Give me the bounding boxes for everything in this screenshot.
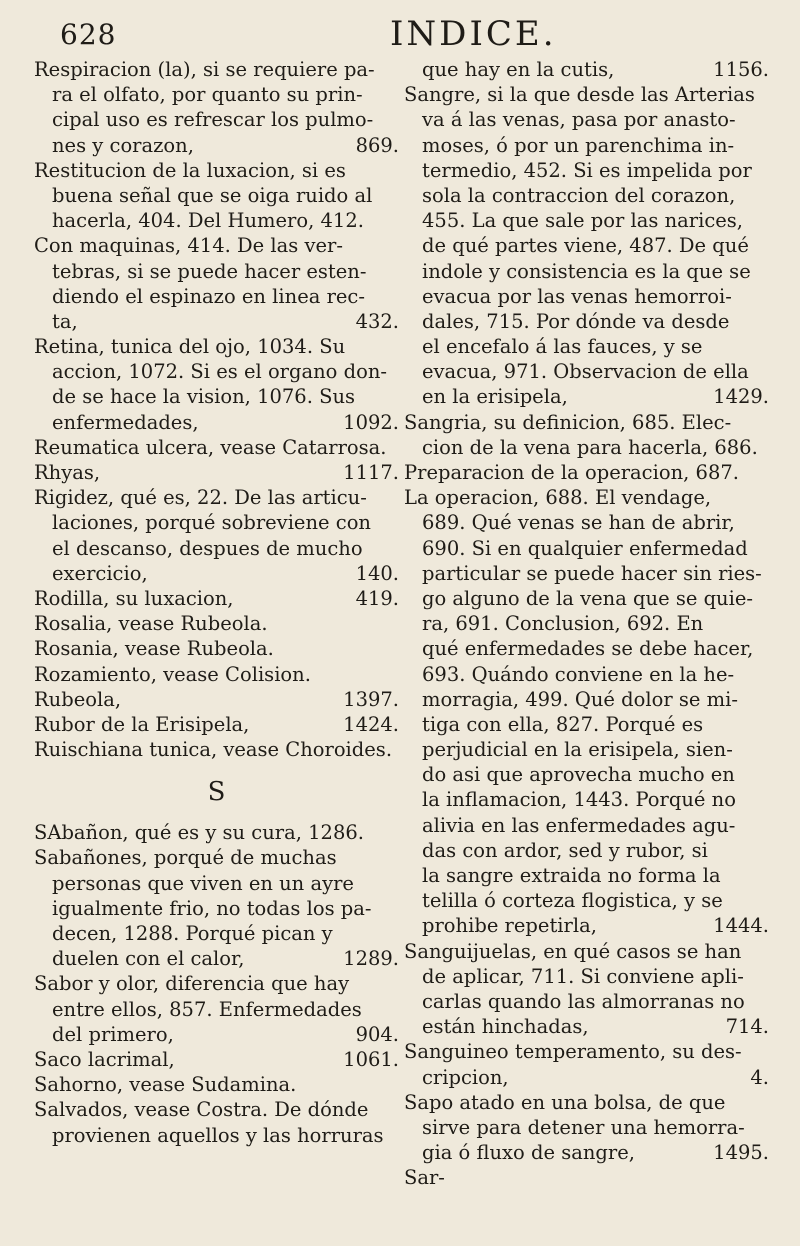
index-line	[34, 586, 399, 611]
index-line-text: de se hace la vision, 1076. Sus	[52, 385, 356, 409]
index-line	[404, 233, 769, 258]
index-line	[34, 871, 399, 896]
index-line-text: Sanguijuelas, en qué casos se han	[404, 939, 742, 963]
index-line	[404, 1065, 769, 1090]
page-reference: 140.	[355, 561, 399, 585]
index-line-text: perjudicial en la erisipela, sien-	[422, 738, 733, 762]
index-line-text: do asi que aprovecha mucho en	[422, 763, 735, 787]
index-line-text: en la erisipela,	[422, 385, 568, 409]
page-reference: 4.	[750, 1065, 769, 1089]
index-line	[34, 133, 399, 158]
index-line-text: Rosania, vease Rubeola.	[34, 637, 274, 661]
index-line	[404, 838, 769, 863]
index-line	[34, 611, 399, 636]
index-line	[404, 611, 769, 636]
index-line	[404, 536, 769, 561]
index-line	[404, 813, 769, 838]
index-line	[404, 1090, 769, 1115]
index-line-text: duelen con el calor,	[52, 947, 245, 971]
index-line	[404, 133, 769, 158]
index-line	[404, 1014, 769, 1039]
index-line	[404, 82, 769, 107]
index-line-text: ra el olfato, por quanto su prin-	[52, 83, 363, 107]
index-line	[404, 334, 769, 359]
page-reference: 1061.	[343, 1047, 399, 1071]
index-line	[34, 921, 399, 946]
index-line-text: Rhyas,	[34, 461, 101, 484]
index-line-text: buena señal que se oiga ruido al	[52, 183, 373, 207]
index-line-text: termedio, 452. Si es impelida por	[422, 158, 752, 182]
index-line-text: Rigidez, qué es, 22. De las articu-	[34, 486, 367, 510]
index-line-text: alivia en las enfermedades agu-	[422, 813, 736, 837]
index-line-text: carlas quando las almorranas no	[422, 989, 745, 1013]
index-line	[404, 939, 769, 964]
index-line-text: accion, 1072. Si es el organo don-	[52, 360, 387, 384]
index-line	[34, 712, 399, 737]
index-line	[404, 410, 769, 435]
index-line	[404, 662, 769, 687]
page-reference: 419.	[355, 586, 399, 610]
index-line-text: SAbañon, qué es y su cura, 1286.	[34, 821, 364, 845]
index-line-text: que hay en la cutis,	[422, 58, 615, 81]
index-line-text: la sangre extraida no forma la	[422, 864, 721, 887]
index-line	[34, 435, 399, 460]
index-line-text: Sangria, su definicion, 685. Elec-	[404, 410, 732, 434]
index-line-text: Restitucion de la luxacion, si es	[34, 158, 346, 182]
index-line-text: provienen aquellos y las horruras	[52, 1123, 384, 1147]
index-line	[404, 485, 769, 510]
index-line-text: de qué partes viene, 487. De qué	[422, 234, 749, 258]
index-line	[404, 636, 769, 661]
index-line	[404, 435, 769, 460]
index-line-text: Sabor y olor, diferencia que hay	[34, 972, 350, 996]
index-line-text: 690. Si en qualquier enfermedad	[422, 536, 748, 560]
index-line	[404, 712, 769, 737]
right-column	[404, 57, 769, 1190]
running-title: INDICE.	[390, 14, 557, 54]
page-reference: 1397.	[343, 687, 399, 711]
left-entries	[34, 57, 399, 762]
page-reference: 432.	[355, 309, 399, 333]
page-number: 628	[60, 18, 117, 51]
index-line	[404, 787, 769, 812]
index-line-text: cion de la vena para hacerla, 686.	[422, 435, 758, 459]
index-line-text: sirve para detener una hemorra-	[422, 1115, 745, 1139]
page-reference: 904.	[355, 1022, 399, 1046]
index-line-text: el encefalo á las fauces, y se	[422, 335, 703, 359]
index-line-text: cipal uso es refrescar los pulmo-	[52, 108, 374, 132]
index-line	[34, 208, 399, 233]
index-line-text: dales, 715. Por dónde va desde	[422, 309, 730, 333]
index-line	[404, 913, 769, 938]
index-line	[34, 1047, 399, 1072]
index-line	[34, 997, 399, 1022]
index-line	[404, 259, 769, 284]
page-header	[60, 14, 760, 54]
page-reference: 1444.	[713, 914, 769, 938]
index-line	[404, 460, 769, 485]
index-line	[404, 1115, 769, 1140]
index-line-text: decen, 1288. Porqué pican y	[52, 922, 333, 945]
index-line	[404, 57, 769, 82]
index-line	[34, 1123, 399, 1148]
index-line-text: va á las venas, pasa por anasto-	[422, 108, 736, 132]
index-line-text: particular se puede hacer sin ries-	[422, 561, 762, 585]
index-line-text: Respiracion (la), si se requiere pa-	[34, 58, 375, 81]
index-line	[34, 737, 399, 762]
index-line-text: telilla ó corteza flogistica, y se	[422, 889, 723, 913]
index-line-text: tebras, si se puede hacer esten-	[52, 259, 367, 283]
index-line	[34, 1072, 399, 1097]
left-column	[34, 57, 399, 1148]
index-line	[404, 561, 769, 586]
index-line	[404, 107, 769, 132]
page-reference: 1429.	[713, 385, 769, 409]
index-line-text: exercicio,	[52, 561, 148, 585]
index-line-text: Ruischiana tunica, vease Choroides.	[34, 738, 393, 762]
index-line-text: del primero,	[52, 1022, 174, 1046]
index-line-text: Rubeola,	[34, 687, 122, 711]
page-reference: 1156.	[713, 58, 769, 81]
index-line-text: Rodilla, su luxacion,	[34, 586, 234, 610]
index-line-text: diendo el espinazo en linea rec-	[52, 284, 365, 308]
index-line-text: Rosalia, vease Rubeola.	[34, 612, 268, 636]
index-line-text: morragia, 499. Qué dolor se mi-	[422, 687, 738, 711]
index-line-text: prohibe repetirla,	[422, 914, 597, 938]
index-line	[34, 334, 399, 359]
index-line	[34, 971, 399, 996]
index-line	[34, 510, 399, 535]
index-line-text: igualmente frio, no todas los pa-	[52, 896, 372, 920]
index-line-text: Con maquinas, 414. De las ver-	[34, 234, 343, 258]
index-line-text: evacua, 971. Observacion de ella	[422, 360, 749, 384]
index-line	[34, 845, 399, 870]
index-line	[34, 284, 399, 309]
index-line-text: cripcion,	[422, 1065, 509, 1089]
index-line	[404, 964, 769, 989]
index-line-text: el descanso, despues de mucho	[52, 536, 363, 560]
index-line	[34, 896, 399, 921]
index-line	[34, 309, 399, 334]
index-line	[34, 359, 399, 384]
index-line-text: personas que viven en un ayre	[52, 871, 354, 895]
index-line	[34, 158, 399, 183]
index-line	[34, 410, 399, 435]
index-line-text: sola la contraccion del corazon,	[422, 183, 736, 207]
index-line-text: de aplicar, 711. Si conviene apli-	[422, 964, 744, 988]
index-line-text: Salvados, vease Costra. De dónde	[34, 1098, 369, 1122]
index-line-text: Preparacion de la operacion, 687.	[404, 461, 739, 484]
index-line-text: Retina, tunica del ojo, 1034. Su	[34, 335, 346, 359]
index-line	[404, 687, 769, 712]
index-line-text: Saco lacrimal,	[34, 1047, 175, 1071]
index-line	[404, 309, 769, 334]
index-line-text: 693. Quándo conviene en la he-	[422, 662, 735, 686]
index-line	[34, 57, 399, 82]
index-line-text: Sangre, si la que desde las Arterias	[404, 83, 755, 107]
index-line	[34, 820, 399, 845]
index-line-text: Rubor de la Erisipela,	[34, 712, 250, 736]
index-line	[404, 510, 769, 535]
index-line-text: enfermedades,	[52, 410, 199, 434]
index-line	[34, 259, 399, 284]
page-reference: 1092.	[343, 410, 399, 434]
left-entries-s	[34, 820, 399, 1147]
index-line	[404, 1140, 769, 1165]
index-line-text: entre ellos, 857. Enfermedades	[52, 997, 362, 1021]
page-reference: 1117.	[343, 461, 399, 484]
index-line-text: Sahorno, vease Sudamina.	[34, 1073, 297, 1097]
index-line-text: están hinchadas,	[422, 1015, 589, 1039]
index-line	[34, 536, 399, 561]
index-line-text: laciones, porqué sobreviene con	[52, 511, 371, 535]
index-line	[404, 183, 769, 208]
index-line	[404, 586, 769, 611]
page-reference: 714.	[725, 1015, 769, 1039]
index-line	[34, 233, 399, 258]
index-line	[404, 1165, 769, 1190]
index-line-text: go alguno de la vena que se quie-	[422, 586, 753, 610]
index-line-text: hacerla, 404. Del Humero, 412.	[52, 209, 364, 233]
index-line	[404, 762, 769, 787]
index-line-text: das con ardor, sed y rubor, si	[422, 838, 708, 862]
index-line-text: ta,	[52, 309, 78, 333]
page-reference: 1289.	[343, 947, 399, 971]
index-line-text: La operacion, 688. El vendage,	[404, 486, 712, 510]
index-line	[34, 183, 399, 208]
index-line	[404, 1039, 769, 1064]
index-line	[34, 485, 399, 510]
index-line-text: indole y consistencia es la que se	[422, 259, 751, 283]
index-line-text: moses, ó por un parenchima in-	[422, 133, 735, 157]
index-line	[404, 208, 769, 233]
index-line	[404, 359, 769, 384]
index-line	[404, 989, 769, 1014]
right-entries	[404, 57, 769, 1190]
index-line	[34, 107, 399, 132]
index-line-text: 455. La que sale por las narices,	[422, 209, 743, 233]
index-line	[34, 460, 399, 485]
index-line	[404, 863, 769, 888]
index-line	[34, 384, 399, 409]
index-line	[34, 82, 399, 107]
index-line	[404, 284, 769, 309]
index-line	[34, 1097, 399, 1122]
index-line	[34, 687, 399, 712]
page-reference: 1424.	[343, 712, 399, 736]
index-line-text: la inflamacion, 1443. Porqué no	[422, 788, 736, 812]
index-line-text: evacua por las venas hemorroi-	[422, 284, 732, 308]
index-line	[34, 561, 399, 586]
index-line-text: Sanguineo temperamento, su des-	[404, 1040, 742, 1064]
index-line-text: Rozamiento, vease Colision.	[34, 662, 311, 686]
index-line	[34, 636, 399, 661]
page-reference: 1495.	[713, 1141, 769, 1165]
index-line-text: nes y corazon,	[52, 133, 194, 157]
section-letter-s: S	[207, 777, 226, 808]
page-reference: 869.	[355, 133, 399, 157]
index-line-text: qué enfermedades se debe hacer,	[422, 637, 754, 661]
index-line	[404, 737, 769, 762]
index-line-text: Sar-	[404, 1166, 445, 1190]
index-line	[404, 888, 769, 913]
index-line	[34, 946, 399, 971]
index-line-text: Sapo atado en una bolsa, de que	[404, 1090, 726, 1114]
index-line	[34, 662, 399, 687]
index-line	[34, 1022, 399, 1047]
index-line-text: ra, 691. Conclusion, 692. En	[422, 612, 704, 636]
index-line-text: Reumatica ulcera, vease Catarrosa.	[34, 435, 387, 459]
index-line-text: gia ó fluxo de sangre,	[422, 1141, 635, 1165]
index-line-text: Sabañones, porqué de muchas	[34, 846, 337, 870]
index-line-text: tiga con ella, 827. Porqué es	[422, 712, 704, 736]
index-line	[404, 384, 769, 409]
index-line-text: 689. Qué venas se han de abrir,	[422, 511, 735, 535]
index-line	[404, 158, 769, 183]
